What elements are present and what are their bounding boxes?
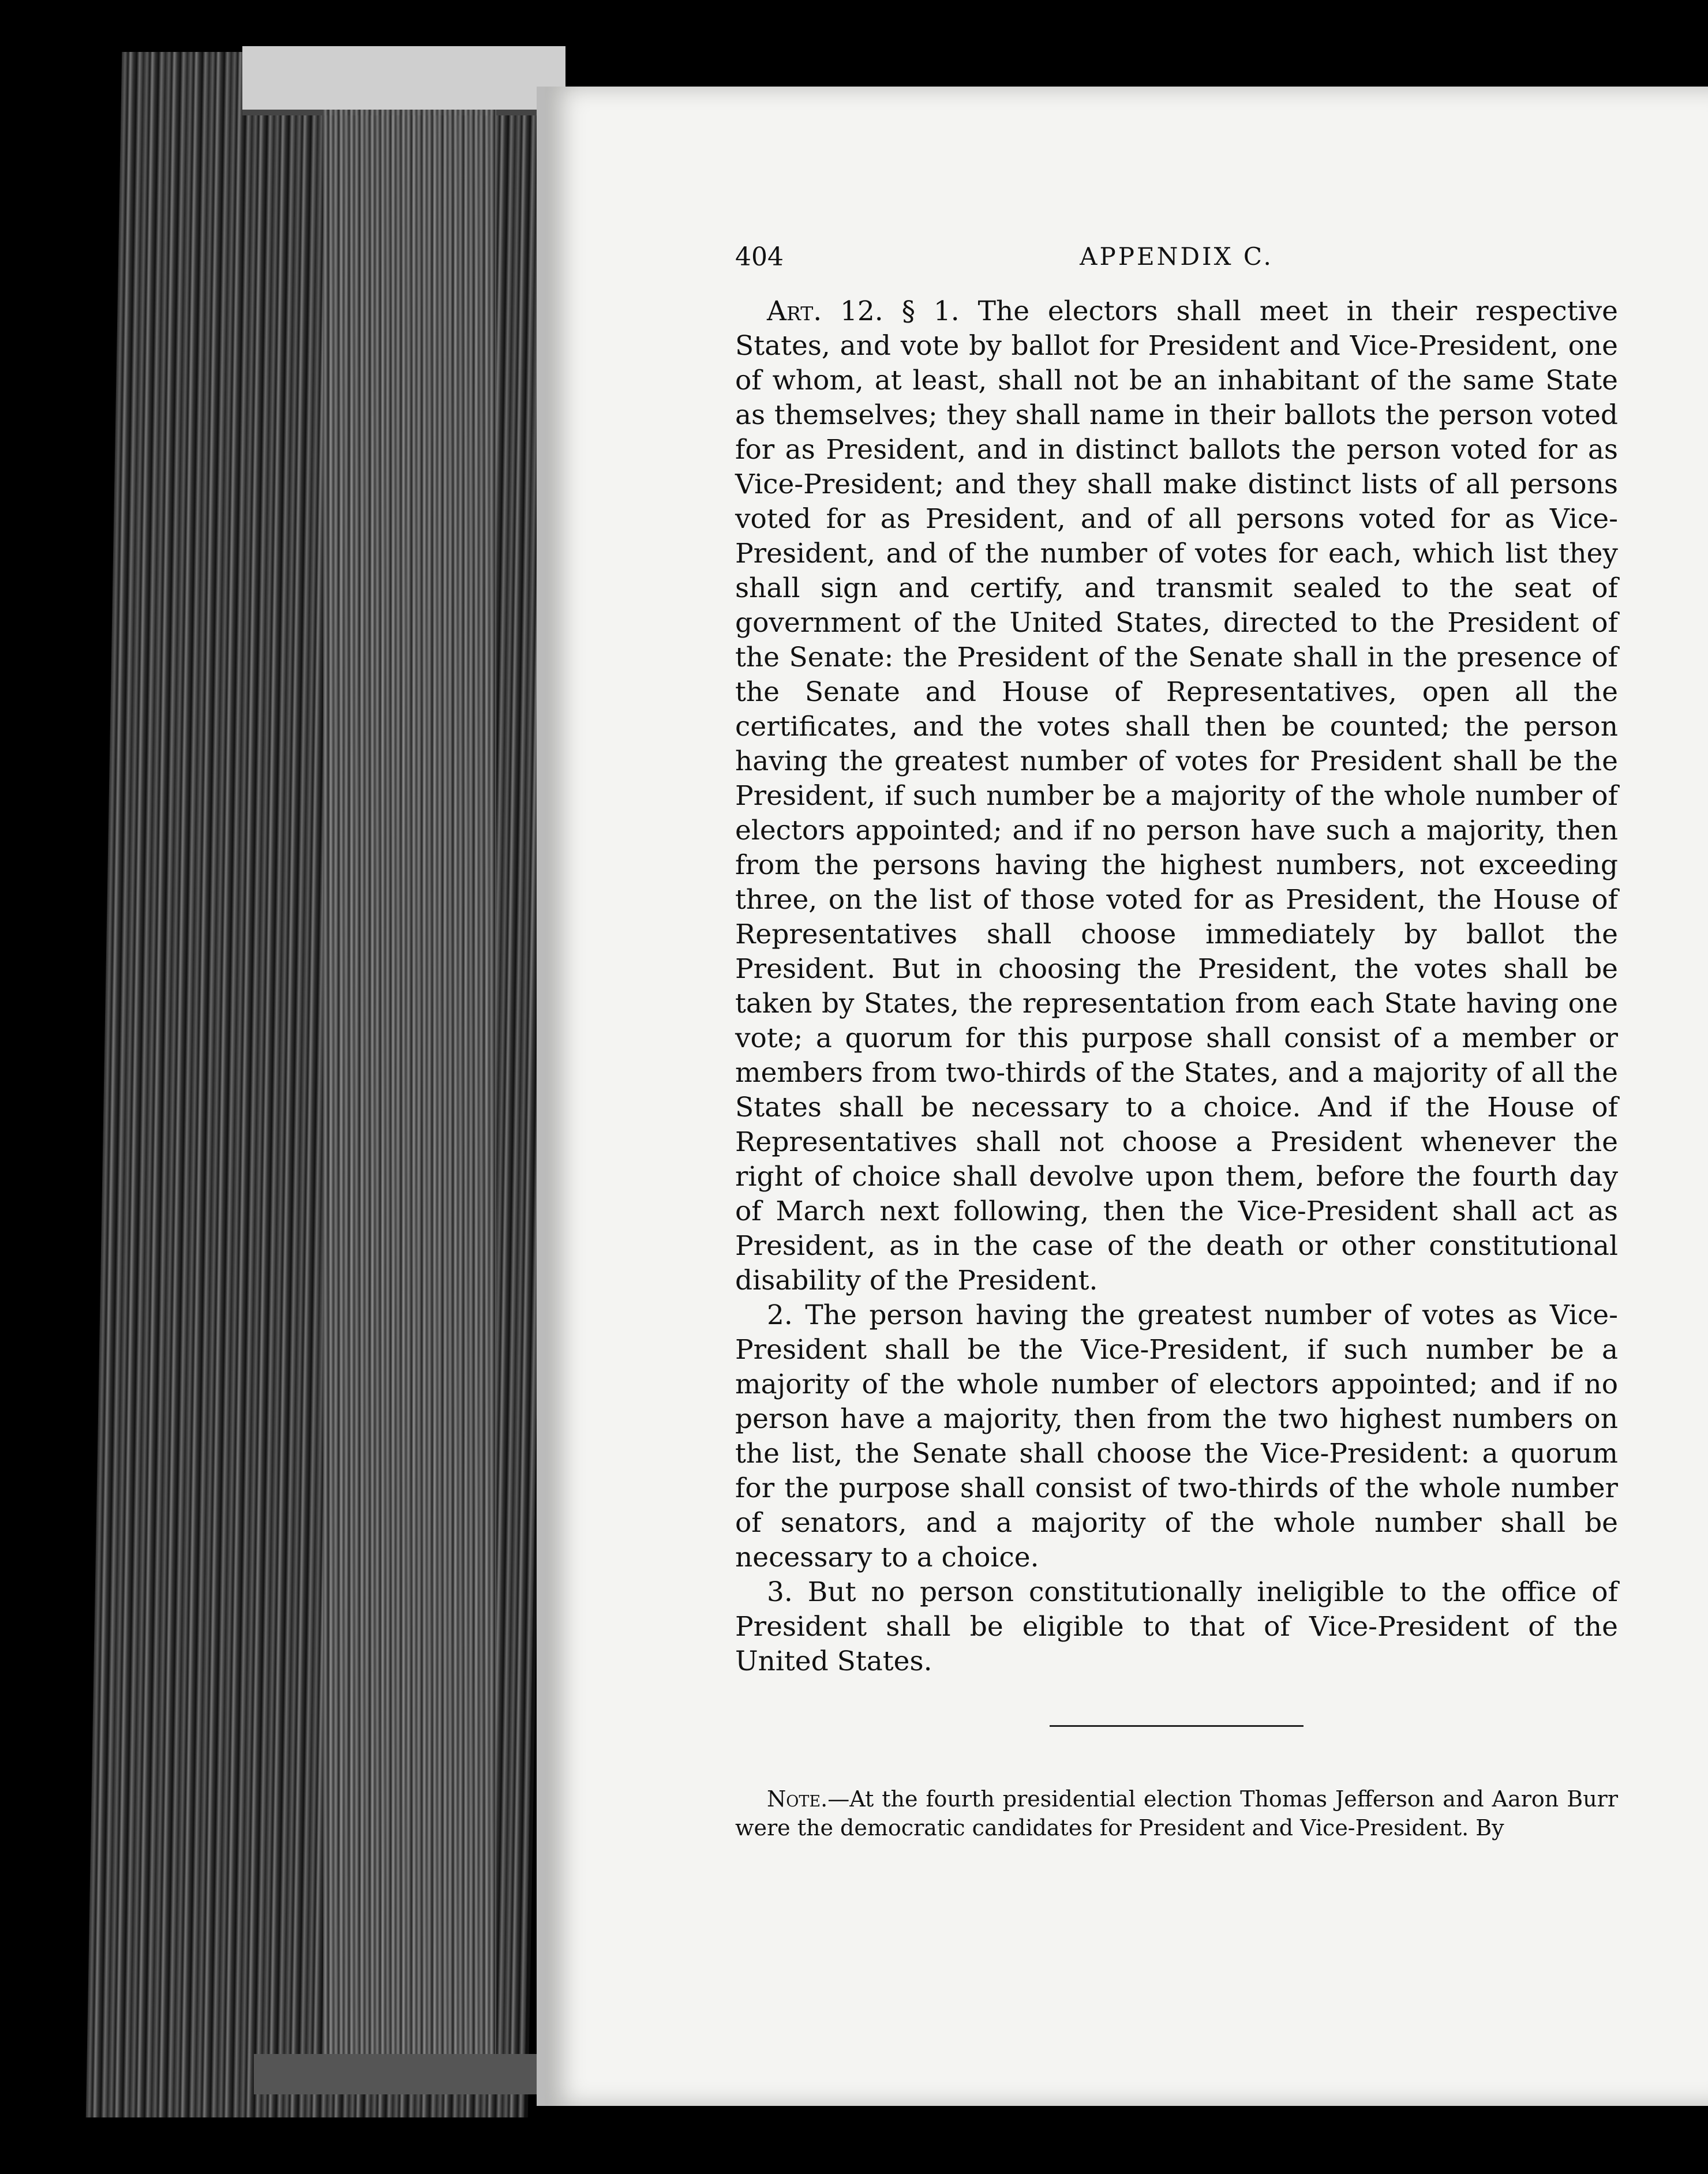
section-divider	[1050, 1725, 1304, 1727]
note-label: Note.	[767, 1786, 828, 1812]
article-label: Art. 12. § 1.	[767, 295, 960, 327]
article-paragraph-1	[735, 294, 1618, 1298]
article-paragraph-2: 2. The person having the greatest number of votes as Vice-President shall be the Vice-President, if such number be a majority of the whole number of electors appointed; and if no person have a majority, then from the two highest numbers on the list, the Senate shall choose the Vice-President: a quorum for the purpose shall consist of two-thirds of the whole number of senators, and a majority of the whole number shall be necessary to a choice.	[735, 1299, 1618, 1573]
book-bottom-edge	[254, 2054, 542, 2094]
running-head	[735, 242, 1618, 277]
page-text-block	[735, 242, 1618, 1864]
section-title: APPENDIX C.	[1080, 242, 1273, 271]
footnote	[735, 1785, 1618, 1842]
book-top-edge	[242, 46, 565, 115]
article-paragraph-1-text: The electors shall meet in their respective States, and vote by ballot for President and Vice-President, one of whom, at least, shall not be an inhabitant of the same State as themselves; they shall name in their ballots the person voted for as President, and in distinct ballots the person voted for as Vice-President; and they shall make distinct lists of all persons voted for as President, and of all persons voted for as Vice-President, and of the number of votes for each, which list they shall sign and certify, and transmit sealed to the seat of government of the United States, directed to the President of the Senate: the President of the Senate shall in the presence of the Senate and House of Representatives, open all the certificates, and the votes shall then be counted; the person having the greatest number of votes for President shall be the President, if such number be a majority of the whole number of electors appointed; and if no person have such a majority, then from the persons having the highest numbers, not exceeding three, on the list of those voted for as President, the House of Representatives shall choose immediately by ballot the President. But in choosing the President, the votes shall be taken by States, the representation from each State having one vote; a quorum for this purpose shall consist of a member or members from two-thirds of the States, and a majority of all the States shall be necessary to a choice. And if the House of Representatives shall not choose a President whenever the right of choice shall devolve upon them, before the fourth day of March next following, then the Vice-President shall act as President, as in the case of the death or other constitutional disability of the President.	[735, 295, 1618, 1296]
note-text: —At the fourth presidential election Thomas Jefferson and Aaron Burr were the democratic candidates for President and Vice-President. By	[735, 1786, 1618, 1841]
article-paragraph-3: 3. But no person constitutionally ineligible to the office of President shall be eligible to that of Vice-President of the United States.	[735, 1576, 1618, 1677]
page-number: 404	[735, 242, 784, 272]
book-page-block	[323, 110, 496, 2094]
book-page	[537, 87, 1708, 2106]
